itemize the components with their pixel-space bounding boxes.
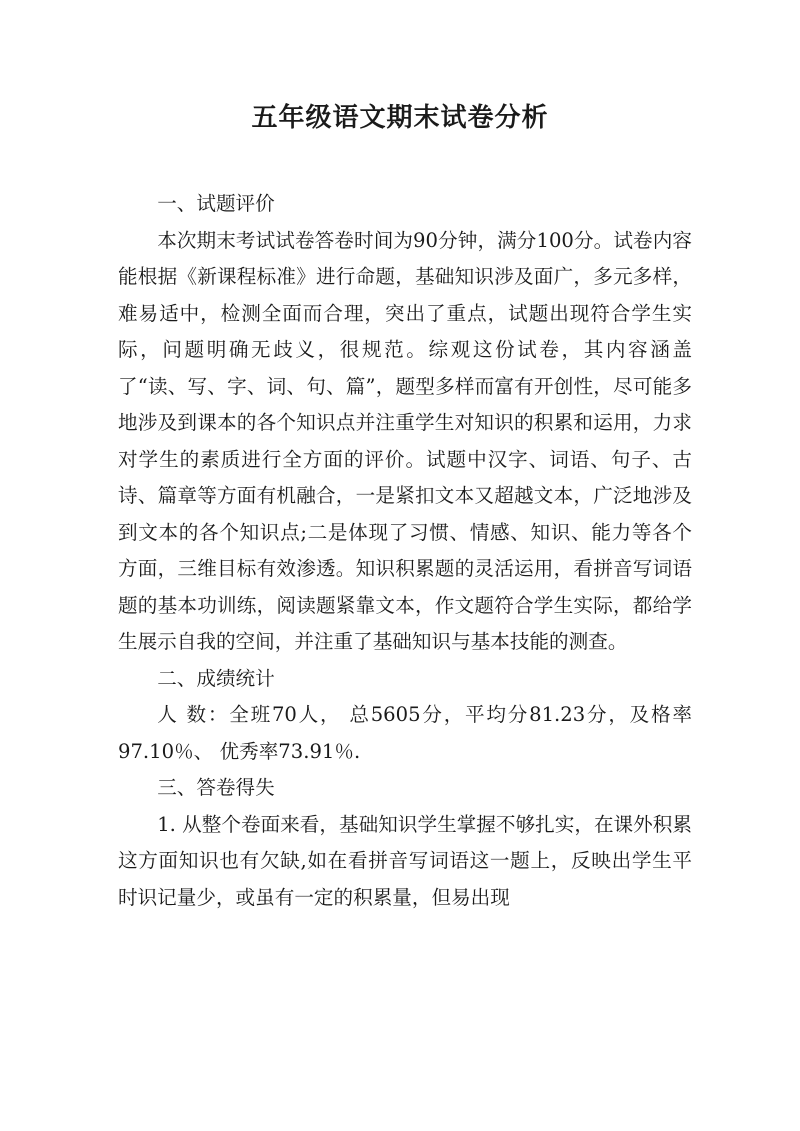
section-gains-losses <box>118 770 692 916</box>
section-paragraph: 本次期末考试试卷答卷时间为90分钟，满分100分。试卷内容能根据《新课程标准》进行命题，基础知识涉及面广，多元多样，难易适中，检测全面而合理，突出了重点，试题出现符合学生实际，问题明确无歧义，很规范。综观这份试卷，其内容涵盖了“读、写、字、词、句、篇”，题型多样而富有开创性，尽可能多地涉及到课本的各个知识点并注重学生对知识的积累和运用，力求对学生的素质进行全方面的评价。试题中汉字、词语、句子、古诗、篇章等方面有机融合，一是紧扣文本又超越文本，广泛地涉及到文本的各个知识点;二是体现了习惯、情感、知识、能力等各个方面，三维目标有效渗透。知识积累题的灵活运用，看拼音写词语题的基本功训练，阅读题紧靠文本，作文题符合学生实际，都给学生展示自我的空间，并注重了基础知识与基本技能的测查。 <box>118 228 692 653</box>
section-heading: 一、试题评价 <box>157 192 275 215</box>
section-heading: 三、答卷得失 <box>157 776 275 799</box>
section-paragraph: 1. 从整个卷面来看，基础知识学生掌握不够扎实，在课外积累这方面知识也有欠缺,如在看拼音写词语这一题上，反映出学生平时识记量少，或虽有一定的积累量，但易出现 <box>118 812 692 909</box>
document-body <box>118 186 692 916</box>
section-evaluation <box>118 186 692 661</box>
section-statistics <box>118 661 692 771</box>
document-title: 五年级语文期末试卷分析 <box>251 103 549 133</box>
section-paragraph: 人 数：全班70人， 总5605分，平均分81.23分，及格率97.10％、 优秀率73.91％. <box>118 703 692 763</box>
section-heading: 二、成绩统计 <box>157 666 275 690</box>
